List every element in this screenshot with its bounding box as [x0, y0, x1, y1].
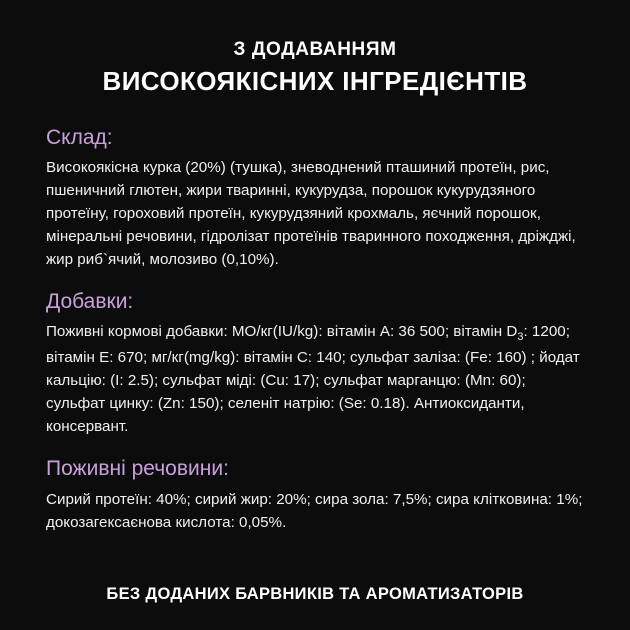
additives-title: Добавки:	[46, 290, 134, 314]
nutrients-body: Сирий протеїн: 40%; сирий жир: 20%; сира зола: 7,5%; сира клітковина: 1%; докозагексаєнова кислота: 0,05%.	[46, 490, 583, 531]
footer	[0, 581, 630, 630]
additives-body-subscript: 3	[517, 331, 524, 344]
footer-text: БЕЗ ДОДАНИХ БАРВНИКІВ ТА АРОМАТИЗАТОРІВ	[106, 585, 524, 603]
section-additives	[46, 289, 584, 438]
additives-body	[46, 320, 584, 438]
section-composition	[46, 125, 584, 272]
header	[0, 0, 630, 99]
additives-body-part-1: Поживні кормові добавки: МО/кг(IU/kg): вітамін A: 36 500; вітамін D	[46, 323, 518, 341]
label-content	[0, 99, 630, 581]
nutrients-title: Поживні речовини:	[46, 457, 229, 481]
additives-body-part-2: : 1200; вітамін E: 670; мг/кг(mg/kg): вітамін C: 140; сульфат заліза: (Fe: 160) ; йодат кальцію: (I: 2.5); сульфат міді: (Cu: 17); сульфат марганцю: (Mn: 60); сульфат цинку: (Zn: 150); селеніт натрію: (Se: 0.18). Антиоксиданти, консервант.	[46, 323, 580, 436]
header-line-1: З ДОДАВАННЯМ	[233, 39, 397, 60]
composition-title: Склад:	[46, 125, 113, 149]
composition-body: Високоякісна курка (20%) (тушка), зневоднений пташиний протеїн, рис, пшеничний глютен, жири тваринні, кукурудза, порошок кукурудзяного протеїну, гороховий протеїн, кукурудзяний крохмаль, яєчний порошок, мінеральні речовини, гідролізат протеїнів тваринного походження, дріжджі, жир риб`ячий, молозиво (0,10%).	[46, 158, 576, 269]
header-line-2: ВИСОКОЯКІСНИХ ІНГРЕДІЄНТІВ	[102, 65, 528, 96]
section-nutrients	[46, 456, 584, 533]
